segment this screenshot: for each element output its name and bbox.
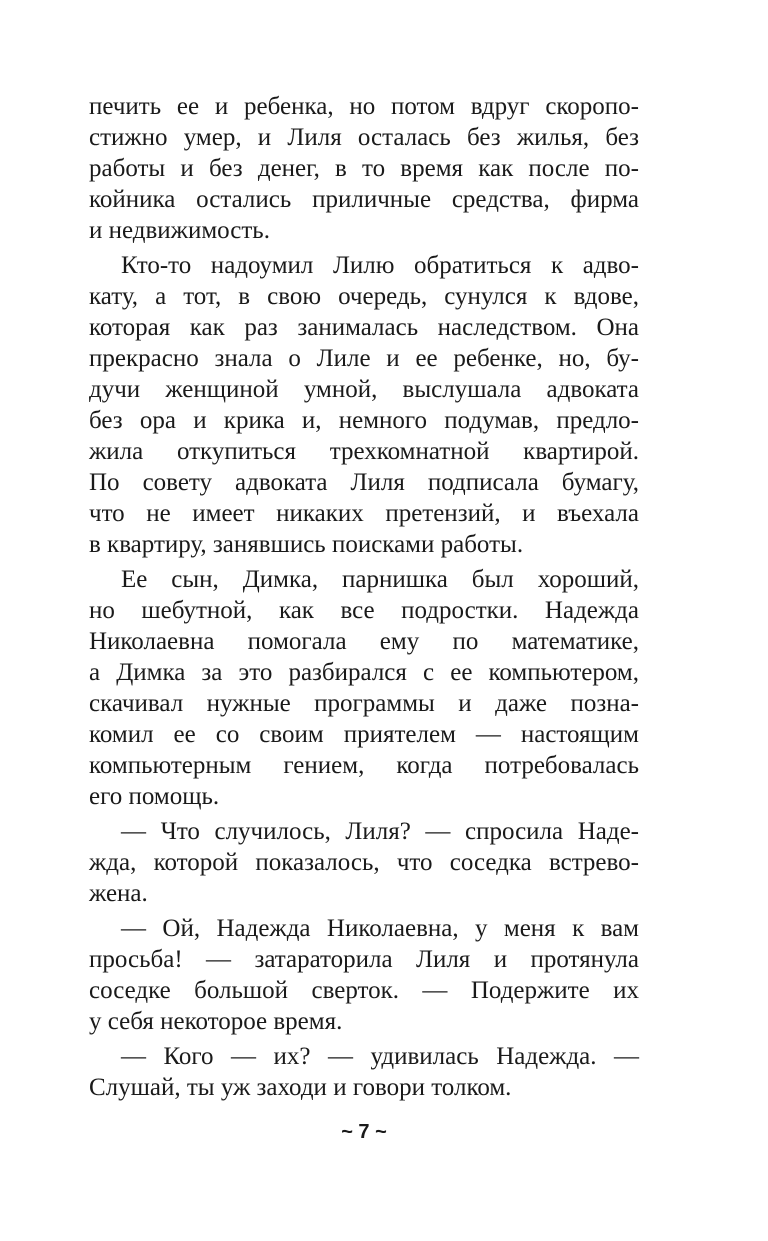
- text-line: но шебутной, как все подростки. Надежда: [89, 597, 639, 624]
- text-line: работы и без денег, в то время как после по-: [89, 155, 639, 182]
- paragraph: [89, 91, 639, 246]
- page-number: ~ 7 ~: [341, 1121, 387, 1143]
- text-line: печить ее и ребенка, но потом вдруг скоропо-: [89, 93, 639, 120]
- text-line: соседке большой сверток. — Подержите их: [89, 977, 639, 1004]
- text-line: койника остались приличные средства, фирма: [89, 186, 639, 213]
- text-line: По совету адвоката Лиля подписала бумагу,: [89, 469, 639, 496]
- text-line: стижно умер, и Лиля осталась без жилья, без: [89, 124, 639, 151]
- text-line: прекрасно знала о Лиле и ее ребенке, но, бу-: [89, 345, 639, 372]
- text-line: жда, которой показалось, что соседка встрево-: [89, 849, 639, 876]
- text-line: его помощь.: [89, 783, 220, 810]
- body-text: [89, 91, 639, 1107]
- text-line: Ее сын, Димка, парнишка был хороший,: [121, 566, 639, 593]
- text-line: жила откупиться трехкомнатной квартирой.: [89, 438, 639, 465]
- text-line: и недвижимость.: [89, 217, 270, 244]
- text-line: без ора и крика и, немного подумав, предло-: [89, 407, 639, 434]
- text-line: а Димка за это разбирался с ее компьютером,: [89, 659, 639, 686]
- text-line: кату, а тот, в свою очередь, сунулся к вдове,: [89, 283, 639, 310]
- text-line: что не имеет никаких претензий, и въехала: [89, 500, 639, 527]
- paragraph: [89, 564, 639, 812]
- text-line: — Что случилось, Лиля? — спросила Наде-: [121, 818, 639, 845]
- paragraph: [89, 250, 639, 560]
- text-line: у себя некоторое время.: [89, 1008, 343, 1035]
- text-line: дучи женщиной умной, выслушала адвоката: [89, 376, 639, 403]
- text-line: Николаевна помогала ему по математике,: [89, 628, 639, 655]
- text-line: просьба! — затараторила Лиля и протянула: [89, 946, 639, 973]
- text-line: — Ой, Надежда Николаевна, у меня к вам: [121, 915, 639, 942]
- text-line: компьютерным гением, когда потребовалась: [89, 752, 639, 779]
- text-line: комил ее со своим приятелем — настоящим: [89, 721, 639, 748]
- paragraph: [89, 816, 639, 909]
- paragraph: [89, 913, 639, 1037]
- text-line: Слушай, ты уж заходи и говори толком.: [89, 1074, 512, 1101]
- text-line: — Кого — их? — удивилась Надежда. —: [121, 1043, 639, 1070]
- text-line: в квартиру, занявшись поисками работы.: [89, 531, 524, 558]
- text-line: скачивал нужные программы и даже позна-: [89, 690, 639, 717]
- text-line: которая как раз занималась наследством. Она: [89, 314, 639, 341]
- text-line: жена.: [89, 880, 148, 907]
- paragraph: [89, 1041, 639, 1103]
- text-line: Кто-то надоумил Лилю обратиться к адво-: [121, 252, 639, 279]
